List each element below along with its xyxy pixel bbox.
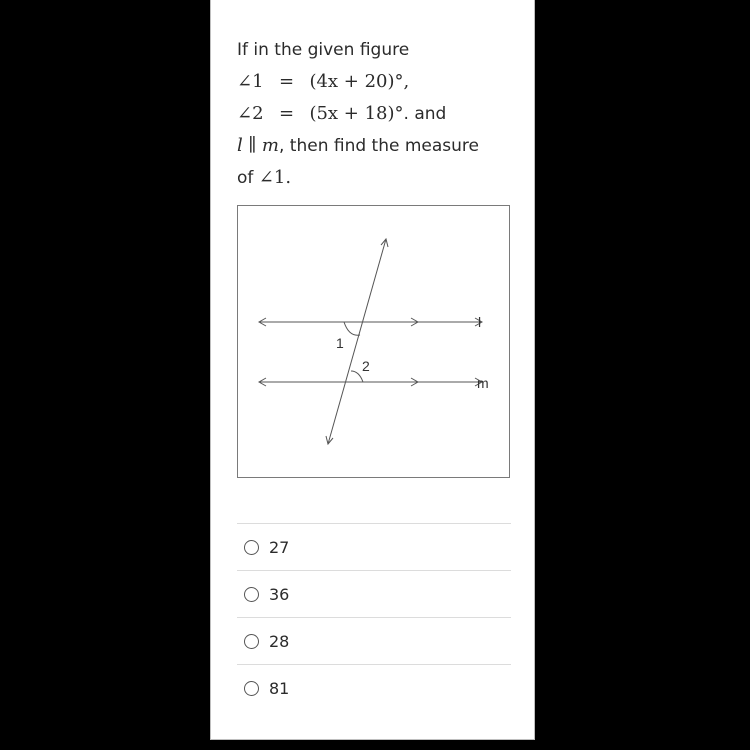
question-intro: If in the given figure [237,40,410,60]
option-36[interactable] [237,570,511,617]
figure-box [237,205,510,478]
line-m-symbol: m [261,135,279,156]
radio-button[interactable] [244,587,259,602]
angle2-tail: . and [403,104,447,124]
answer-options [237,523,511,711]
radio-button[interactable] [244,634,259,649]
parallel-tail: , then find the measure [278,136,479,156]
parallel-symbol: ∥ [248,135,257,156]
angle2-equals: = [278,103,295,124]
option-81[interactable] [237,664,511,711]
question-text [237,34,527,194]
angle-2-label: 2 [362,358,370,374]
angle1-equals: = [278,71,295,92]
radio-button[interactable] [244,681,259,696]
question-line-3 [237,98,527,130]
angle-1-label: 1 [336,335,344,351]
angle2-expression: (5x + 18)° [309,103,404,124]
line-l-symbol: l [237,135,243,156]
parallel-lines-figure [238,206,509,477]
radio-button[interactable] [244,540,259,555]
question-line-2 [237,66,527,98]
angle-1-arc [344,322,360,335]
option-label: 28 [269,631,290,651]
line-m-label: m [477,375,489,391]
line-l-label: l [478,314,482,330]
angle1-expression: (4x + 20)°, [309,71,410,92]
question-card [210,0,535,740]
question-line-4 [237,130,527,162]
angle1-target: ∠1. [258,167,292,188]
question-line-5 [237,162,527,194]
angle2-symbol: ∠2 [237,103,264,124]
last-prefix: of [237,168,259,188]
option-28[interactable] [237,617,511,664]
question-line-1 [237,34,527,66]
option-27[interactable] [237,523,511,570]
option-label: 27 [269,537,290,557]
option-label: 36 [269,584,290,604]
angle1-symbol: ∠1 [237,71,264,92]
option-label: 81 [269,678,290,698]
